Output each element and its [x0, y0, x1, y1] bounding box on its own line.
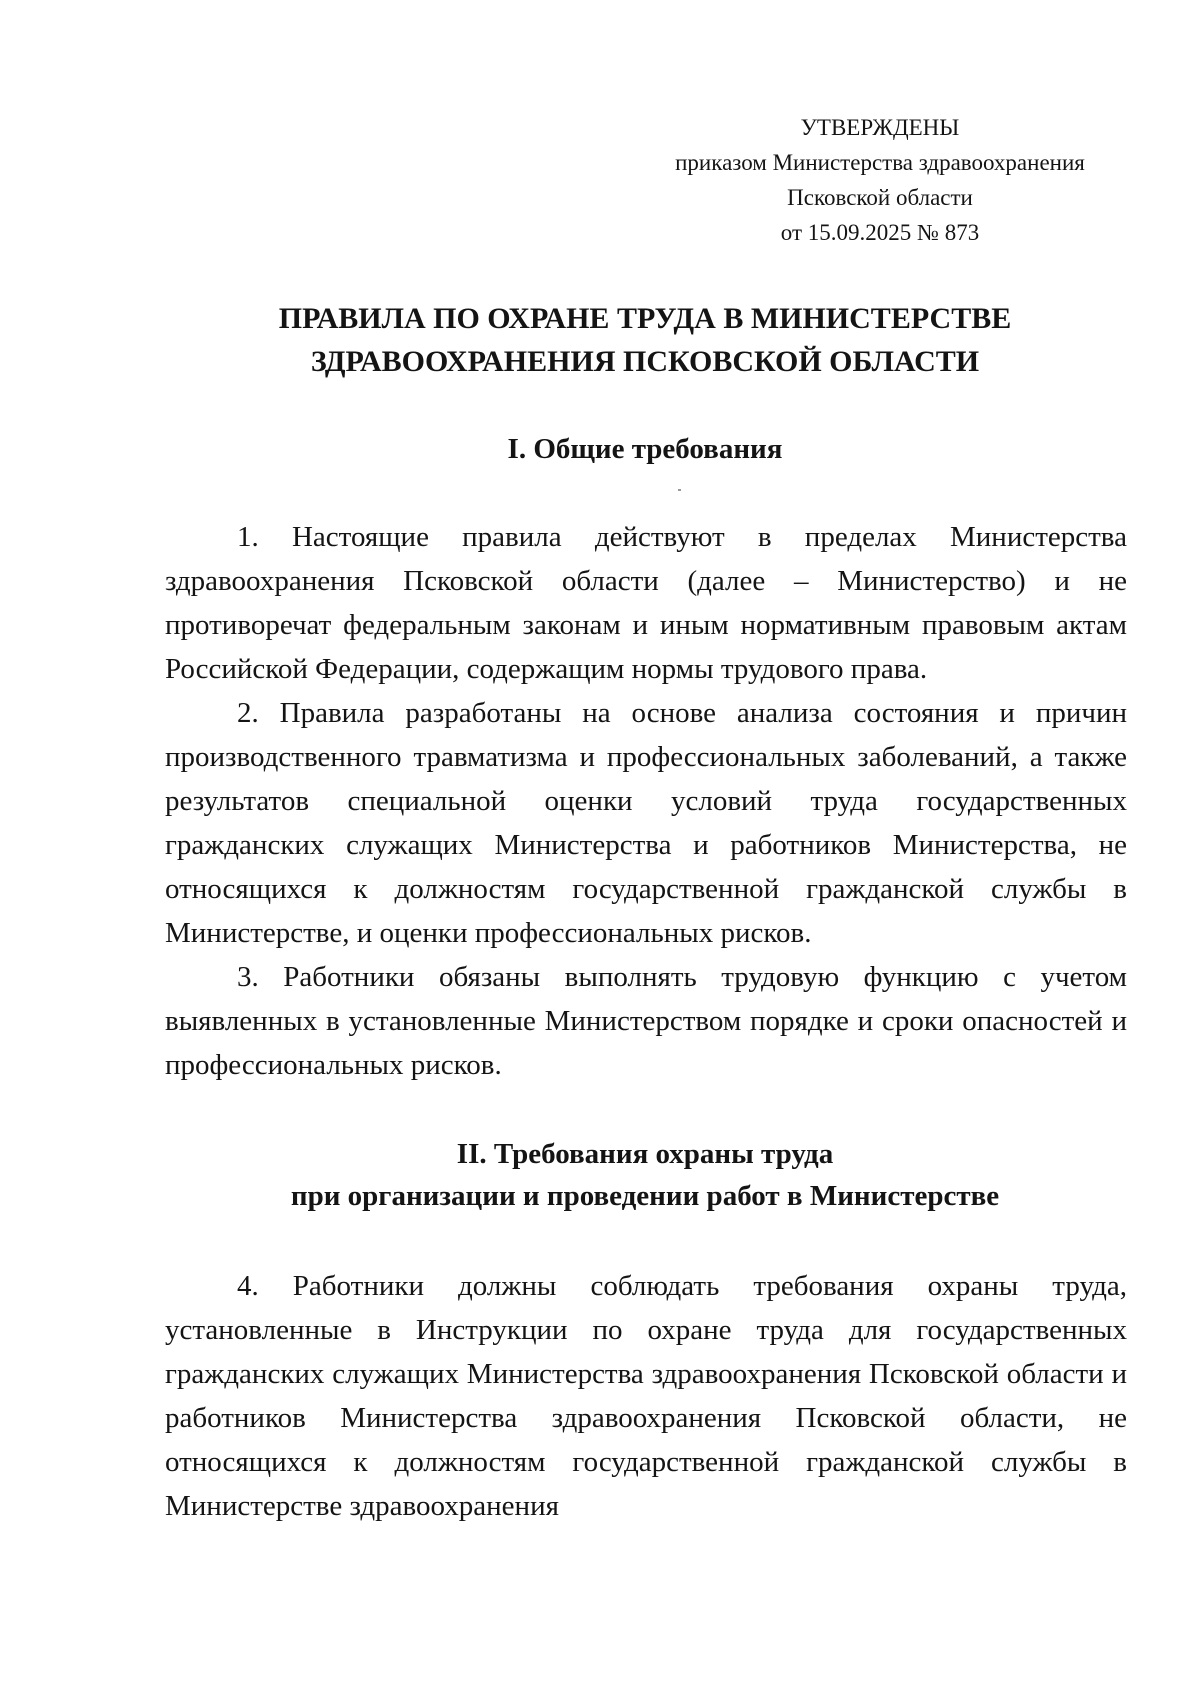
section-2-heading-line-2: при организации и проведении работ в Министерстве — [290, 1180, 1000, 1212]
paragraph-1: 1. Настоящие правила действуют в пределах Министерства здравоохранения Псковской области (далее – Министерство) и не противоречат федеральным законам и иным нормативным правовым актам Российской Федерации, содержащим нормы трудового права. — [165, 521, 1127, 685]
section-2-heading-line-1: II. Требования охраны труда — [456, 1138, 834, 1170]
document-title — [265, 297, 1025, 383]
approval-region-line: Псковской области — [787, 185, 973, 210]
section-2-body — [165, 1264, 1127, 1528]
document-title-line-2: ЗДРАВООХРАНЕНИЯ ПСКОВСКОЙ ОБЛАСТИ — [310, 345, 980, 378]
approval-date-number: от 15.09.2025 № 873 — [780, 220, 980, 245]
approval-stamp-block — [660, 110, 1100, 250]
paragraph-2: 2. Правила разработаны на основе анализа состояния и причин производственного травматизма и профессиональных заболеваний, а также результатов специальной оценки условий труда государственных гражданских служащих Министерства и работников Министерства, не относящихся к должностям государственной гражданской службы в Министерстве, и оценки профессиональных рисков. — [165, 697, 1127, 949]
approval-heading: УТВЕРЖДЕНЫ — [800, 115, 960, 140]
section-2-heading — [270, 1133, 1020, 1217]
approval-order-line: приказом Министерства здравоохранения — [675, 150, 1085, 175]
section-1-body — [165, 515, 1127, 1087]
paragraph-3: 3. Работники обязаны выполнять трудовую функцию с учетом выявленных в установленные Министерством порядке и сроки опасностей и профессиональных рисков. — [165, 961, 1127, 1081]
section-1-heading — [270, 428, 1020, 470]
scan-speck — [678, 489, 681, 491]
paragraph-4: 4. Работники должны соблюдать требования охраны труда, установленные в Инструкции по охране труда для государственных гражданских служащих Министерства здравоохранения Псковской области и работников Министерства здравоохранения Псковской области, не относящихся к должностям государственной гражданской службы в Министерстве здравоохранения — [165, 1270, 1127, 1522]
section-1-heading-text: I. Общие требования — [507, 433, 783, 465]
document-title-line-1: ПРАВИЛА ПО ОХРАНЕ ТРУДА В МИНИСТЕРСТВЕ — [278, 302, 1012, 335]
